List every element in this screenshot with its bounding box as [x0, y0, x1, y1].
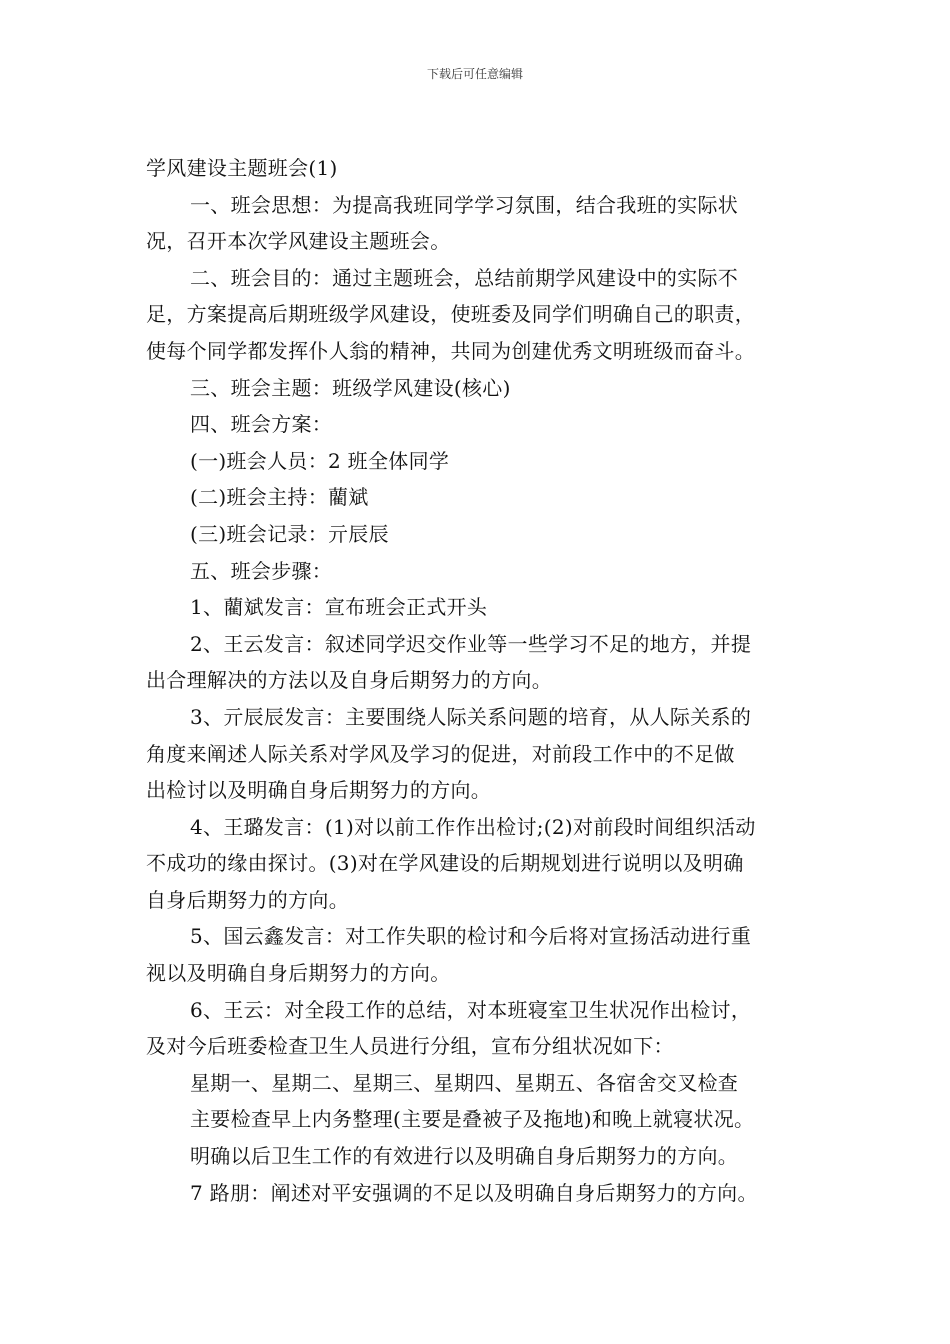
- paragraph-line: 三、班会主题：班级学风建设(核心): [190, 375, 511, 400]
- paragraph-line: 出合理解决的方法以及自身后期努力的方向。: [146, 668, 552, 693]
- paragraph-line: 2、王云发言：叙述同学迟交作业等一些学习不足的地方，并提: [190, 631, 752, 656]
- paragraph-line: 6、王云：对全段工作的总结，对本班寝室卫生状况作出检讨，: [190, 997, 752, 1022]
- paragraph-line: 角度来阐述人际关系对学风及学习的促进，对前段工作中的不足做: [146, 741, 735, 766]
- paragraph-line: (三)班会记录：亓辰辰: [190, 521, 389, 546]
- paragraph-line: 视以及明确自身后期努力的方向。: [146, 961, 451, 986]
- paragraph-line: 及对今后班委检查卫生人员进行分组，宣布分组状况如下：: [146, 1034, 674, 1059]
- paragraph-line: 足，方案提高后期班级学风建设，使班委及同学们明确自己的职责，: [146, 302, 755, 327]
- paragraph-line: 3、亓辰辰发言：主要围绕人际关系问题的培育，从人际关系的: [190, 704, 752, 729]
- paragraph-line: 四、班会方案：: [190, 412, 333, 437]
- paragraph-line: (一)班会人员：2 班全体同学: [190, 448, 450, 473]
- paragraph-line: 星期一、星期二、星期三、星期四、星期五、各宿舍交叉检查: [190, 1070, 739, 1095]
- paragraph-line: 一、班会思想：为提高我班同学学习氛围，结合我班的实际状: [190, 192, 739, 217]
- document-title: 学风建设主题班会(1): [146, 156, 338, 180]
- paragraph-line: 自身后期努力的方向。: [146, 887, 349, 912]
- paragraph-line: 不成功的缘由探讨。(3)对在学风建设的后期规划进行说明以及明确: [146, 851, 744, 876]
- document-body: [146, 150, 810, 1211]
- paragraph-line: 使每个同学都发挥仆人翁的精神，共同为创建优秀文明班级而奋斗。: [146, 338, 755, 363]
- paragraph-line: 二、班会目的：通过主题班会，总结前期学风建设中的实际不: [190, 265, 739, 290]
- paragraph-line: 4、王璐发言：(1)对以前工作作出检讨;(2)对前段时间组织活动: [190, 814, 756, 839]
- paragraph-line: 明确以后卫生工作的有效进行以及明确自身后期努力的方向。: [190, 1144, 739, 1169]
- paragraph-line: (二)班会主持：藺斌: [190, 485, 369, 510]
- paragraph-line: 主要检查早上内务整理(主要是叠被子及拖地)和晚上就寝状况。: [190, 1107, 755, 1132]
- page-header-note: 下载后可任意编辑: [426, 67, 523, 81]
- paragraph-line: 7 路朋：阐述对平安强调的不足以及明确自身后期努力的方向。: [190, 1180, 758, 1205]
- paragraph-line: 1、藺斌发言：宣布班会正式开头: [190, 595, 488, 620]
- paragraph-line: 五、班会步骤：: [190, 558, 333, 583]
- paragraph-line: 5、国云鑫发言：对工作失职的检讨和今后将对宣扬活动进行重: [190, 924, 752, 949]
- paragraph-line: 况，召开本次学风建设主题班会。: [146, 229, 451, 254]
- paragraph-line: 出检讨以及明确自身后期努力的方向。: [146, 778, 492, 803]
